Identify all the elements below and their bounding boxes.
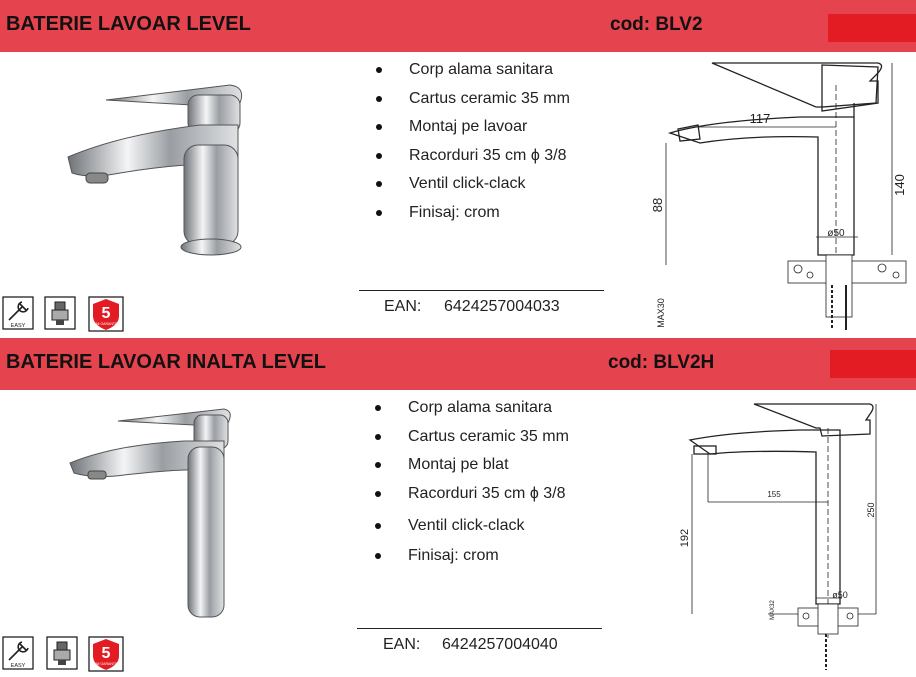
bullet-icon: [376, 210, 382, 216]
dimension-max: MAX32: [770, 600, 776, 620]
warranty-icon: [88, 296, 120, 330]
faucet-photo: [60, 75, 260, 265]
bullet-icon: [376, 153, 382, 159]
svg-text:EASY: EASY: [10, 323, 26, 329]
product-section-blv2: [0, 0, 916, 338]
feature-item: Montaj pe blat: [371, 455, 569, 484]
product-code: cod: BLV2H: [608, 352, 715, 373]
ean-value: 6424257004033: [444, 298, 560, 315]
feature-item: Montaj pe lavoar: [372, 117, 570, 146]
technical-drawing: [650, 55, 912, 335]
feature-item: Cartus ceramic 35 mm: [372, 89, 570, 118]
svg-text:EASY: EASY: [10, 663, 26, 669]
product-section-blv2h: [0, 338, 916, 676]
feature-item: Finisaj: crom: [372, 203, 570, 232]
feature-list: [372, 60, 570, 231]
dimension-diameter: ø50: [827, 228, 845, 239]
countertop: [788, 255, 906, 330]
feature-item: Corp alama sanitara: [372, 60, 570, 89]
dimension-diameter: ø50: [832, 590, 848, 600]
bullet-icon: [375, 405, 381, 411]
dimension-width: 155: [767, 490, 781, 499]
dimension-height: 250: [866, 502, 876, 518]
bullet-icon: [376, 67, 382, 73]
bullet-icon: [375, 491, 381, 497]
product-header: [0, 0, 916, 52]
technical-drawing: [670, 398, 900, 676]
dimension-height: 140: [892, 174, 907, 196]
product-header: [0, 338, 916, 390]
bullet-icon: [376, 124, 382, 130]
ean-divider: [359, 290, 604, 291]
warranty-icon: [88, 636, 120, 670]
ean-label: EAN:: [383, 636, 421, 653]
bullet-icon: [376, 96, 382, 102]
code-red-box: [830, 350, 916, 378]
easy-install-icon: [2, 636, 34, 670]
svg-text:5: 5: [101, 645, 111, 662]
dimension-width: 117: [749, 111, 771, 126]
dimension-spout: 192: [679, 528, 691, 548]
product-title: BATERIE LAVOAR INALTA LEVEL: [6, 351, 326, 373]
bullet-icon: [375, 523, 381, 529]
feature-item: Ventil click-clack: [372, 174, 570, 203]
code-red-box: [828, 14, 916, 42]
svg-text:ANI GARANTIE: ANI GARANTIE: [93, 322, 119, 326]
dimension-spout: 88: [650, 197, 665, 213]
feature-list: [371, 398, 569, 574]
svg-text:5: 5: [101, 305, 111, 322]
bullet-icon: [375, 462, 381, 468]
feature-item: Cartus ceramic 35 mm: [371, 427, 569, 456]
ean-value: 6424257004040: [442, 636, 558, 653]
feature-item: Racorduri 35 cm ϕ 3/8: [372, 146, 570, 175]
bullet-icon: [376, 181, 382, 187]
feature-item: Racorduri 35 cm ϕ 3/8: [371, 484, 569, 516]
ean-divider: [357, 628, 602, 629]
feature-item: Ventil click-clack: [371, 516, 569, 546]
bullet-icon: [375, 553, 381, 559]
dimension-max: MAX30: [656, 298, 666, 328]
svg-text:ANI GARANTIE: ANI GARANTIE: [93, 662, 119, 666]
product-code: cod: BLV2: [610, 14, 703, 35]
easy-install-icon: [2, 296, 34, 330]
cartridge-icon: [46, 636, 78, 670]
feature-item: Finisaj: crom: [371, 546, 569, 575]
bullet-icon: [375, 434, 381, 440]
product-title: BATERIE LAVOAR LEVEL: [6, 13, 251, 35]
feature-item: Corp alama sanitara: [371, 398, 569, 427]
faucet-photo: [64, 403, 244, 623]
ean-label: EAN:: [384, 298, 422, 315]
cartridge-icon: [44, 296, 76, 330]
